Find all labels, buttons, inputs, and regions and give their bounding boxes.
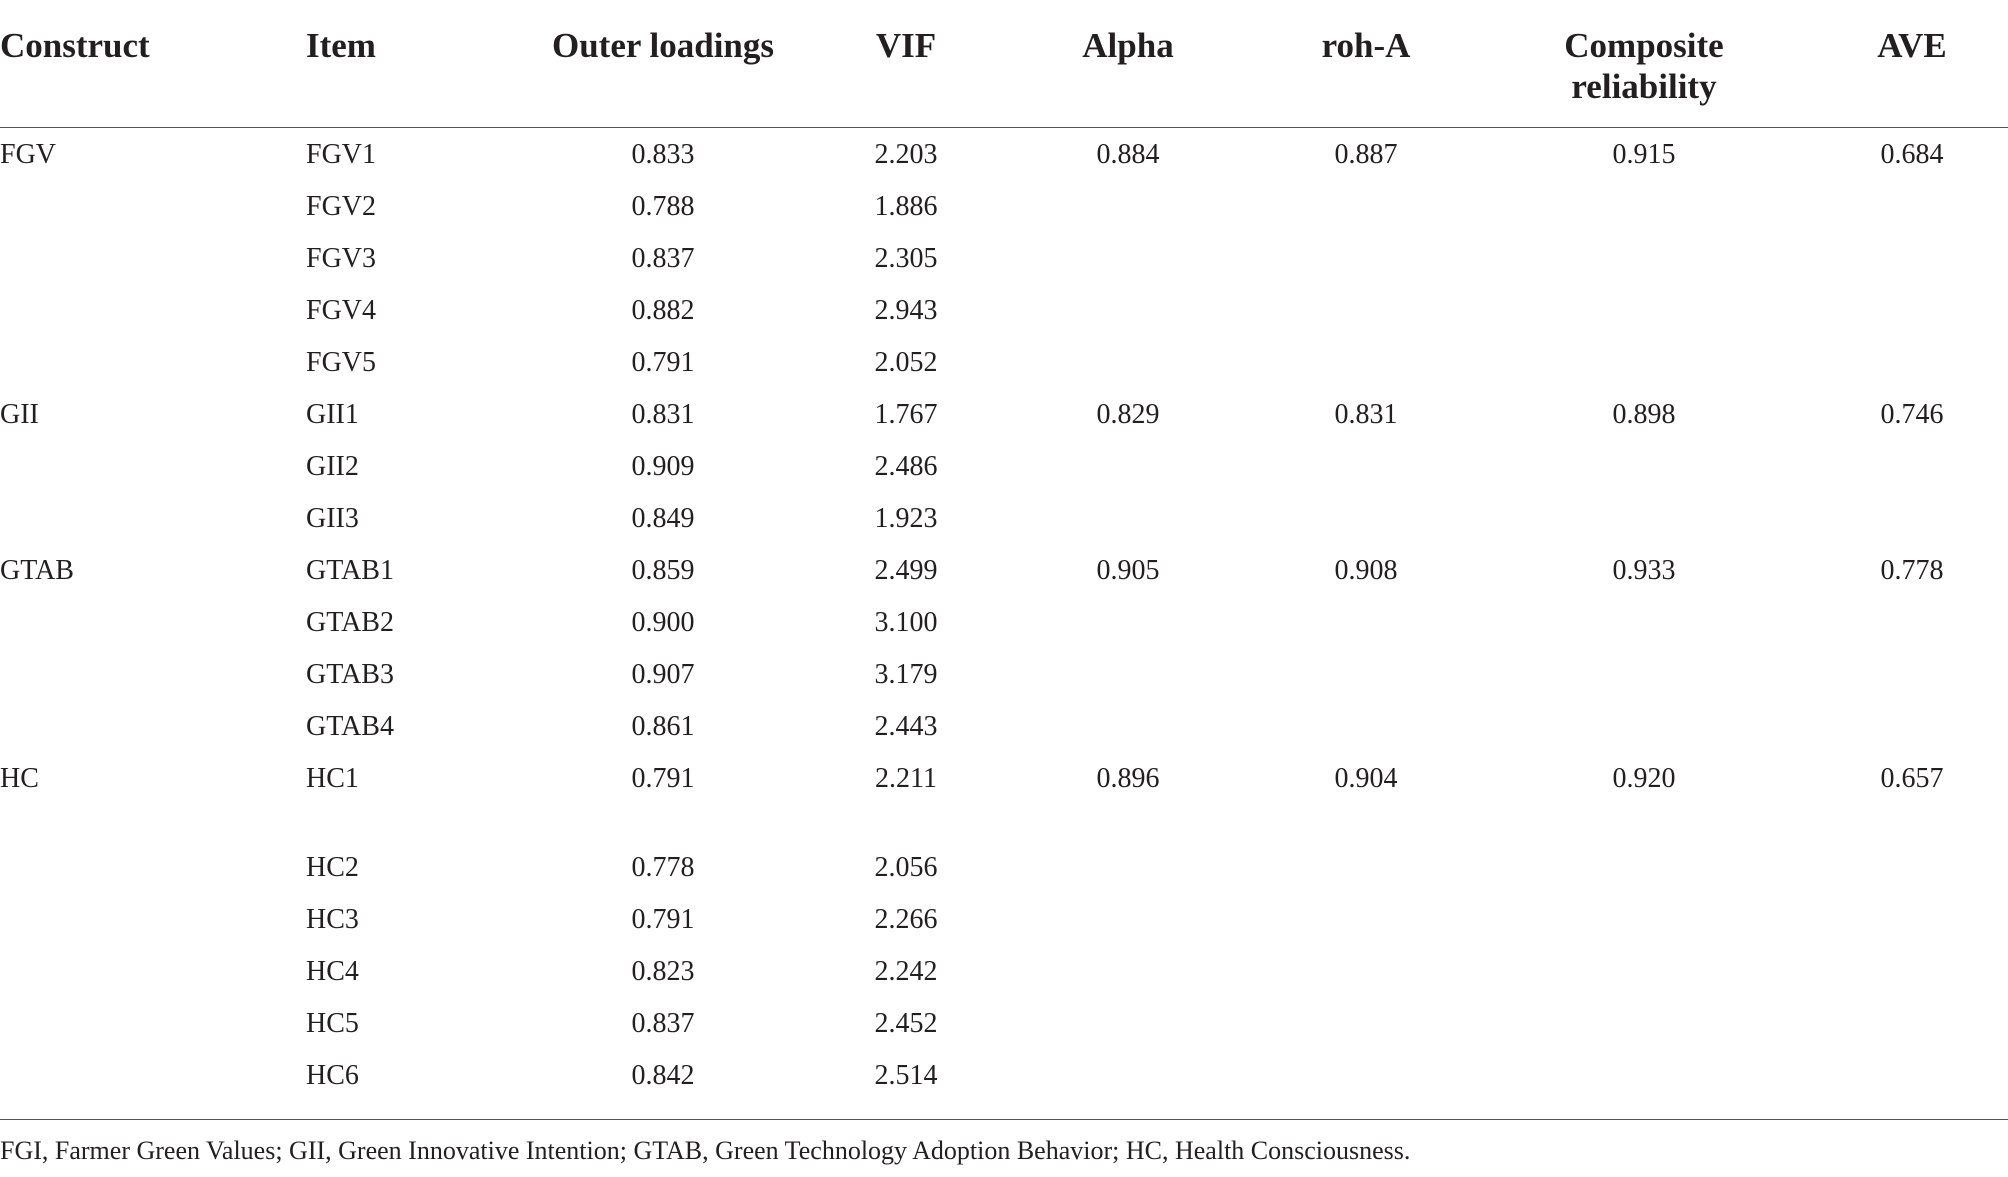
cell-vif: 2.242 [874,956,938,987]
cell-alpha: 0.905 [1096,555,1160,586]
cell-item: FGV5 [306,347,377,378]
cell-vif: 2.499 [874,555,938,586]
cell-vif: 1.886 [874,191,938,222]
cell-vif: 2.514 [874,1060,938,1091]
cell-roh-a: 0.908 [1334,555,1398,586]
header-composite-reliability-line2: reliability [1571,67,1717,106]
cell-roh-a: 0.904 [1334,763,1398,794]
cell-item: GTAB3 [306,659,394,690]
cell-vif: 3.179 [874,659,938,690]
cell-alpha: 0.829 [1096,399,1160,430]
cell-outer-loading: 0.837 [631,243,695,274]
cell-item: GTAB2 [306,607,394,638]
header-rule [0,127,2008,128]
cell-outer-loading: 0.900 [631,607,695,638]
cell-vif: 2.211 [875,763,937,794]
cell-item: HC4 [306,956,359,987]
cell-outer-loading: 0.831 [631,399,695,430]
cell-outer-loading: 0.907 [631,659,695,690]
cell-item: HC2 [306,852,359,883]
cell-item: HC5 [306,1008,359,1039]
cell-composite-reliability: 0.915 [1612,139,1676,170]
cell-outer-loading: 0.791 [631,904,695,935]
cell-outer-loading: 0.791 [631,347,695,378]
cell-vif: 2.943 [874,295,938,326]
cell-item: FGV4 [306,295,377,326]
header-item: Item [306,26,376,65]
cell-item: GII3 [306,503,359,534]
cell-vif: 2.443 [874,711,938,742]
cell-outer-loading: 0.842 [631,1060,695,1091]
cell-vif: 2.266 [874,904,938,935]
footer-rule [0,1119,2008,1120]
header-alpha: Alpha [1082,26,1174,65]
cell-vif: 2.203 [874,139,938,170]
cell-ave: 0.746 [1880,399,1944,430]
cell-outer-loading: 0.833 [631,139,695,170]
cell-composite-reliability: 0.920 [1612,763,1676,794]
cell-ave: 0.778 [1880,555,1944,586]
cell-outer-loading: 0.861 [631,711,695,742]
cell-item: HC3 [306,904,359,935]
cell-outer-loading: 0.849 [631,503,695,534]
cell-outer-loading: 0.859 [631,555,695,586]
cell-vif: 1.767 [874,399,938,430]
header-composite-reliability-line1: Composite [1564,26,1724,65]
table-footnote: FGI, Farmer Green Values; GII, Green Innovative Intention; GTAB, Green Technology Adoption Behavior; HC, Health Consciousness. [0,1136,1411,1165]
cell-vif: 2.056 [874,852,938,883]
cell-vif: 2.305 [874,243,938,274]
cell-item: HC6 [306,1060,359,1091]
cell-outer-loading: 0.909 [631,451,695,482]
cell-composite-reliability: 0.933 [1612,555,1676,586]
cell-roh-a: 0.831 [1334,399,1398,430]
cell-item: GTAB1 [306,555,394,586]
header-ave: AVE [1877,26,1947,65]
cell-vif: 3.100 [874,607,938,638]
cell-outer-loading: 0.837 [631,1008,695,1039]
cell-outer-loading: 0.823 [631,956,695,987]
cell-construct: GII [0,399,39,430]
cell-item: FGV3 [306,243,377,274]
cell-alpha: 0.896 [1096,763,1160,794]
header-vif: VIF [875,26,937,65]
cell-outer-loading: 0.791 [631,763,695,794]
cell-item: FGV1 [306,139,377,170]
cell-alpha: 0.884 [1096,139,1160,170]
cell-item: FGV2 [306,191,377,222]
cell-roh-a: 0.887 [1334,139,1398,170]
cell-item: HC1 [306,763,359,794]
cell-item: GTAB4 [306,711,394,742]
header-roh-a: roh-A [1321,26,1411,65]
cell-construct: GTAB [0,555,74,586]
cell-item: GII1 [306,399,359,430]
cell-construct: HC [0,763,39,794]
cell-ave: 0.684 [1880,139,1944,170]
cell-vif: 2.452 [874,1008,938,1039]
cell-outer-loading: 0.882 [631,295,695,326]
cell-vif: 2.052 [874,347,938,378]
cell-composite-reliability: 0.898 [1612,399,1676,430]
cell-outer-loading: 0.778 [631,852,695,883]
header-construct: Construct [0,26,150,65]
header-outer-loadings: Outer loadings [551,26,775,65]
cell-vif: 2.486 [874,451,938,482]
cell-item: GII2 [306,451,359,482]
cell-vif: 1.923 [874,503,938,534]
cell-construct: FGV [0,139,57,170]
cell-outer-loading: 0.788 [631,191,695,222]
cell-ave: 0.657 [1880,763,1944,794]
